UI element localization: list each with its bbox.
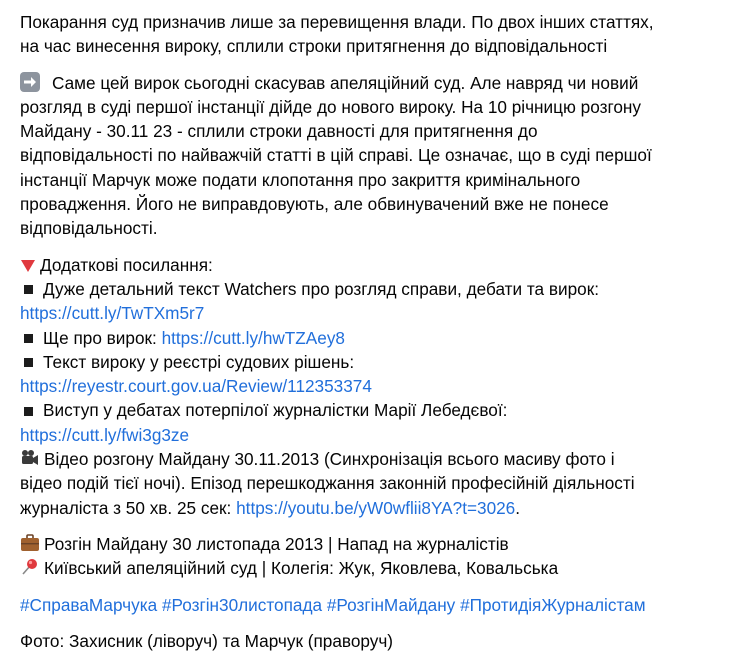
court-line — [20, 556, 723, 580]
round-pushpin-icon — [20, 558, 40, 576]
appeal-line: розгляд в суді першої інстанції дійде до нового вироку. На 10 річницю розгону — [20, 96, 641, 117]
video-text-3: журналіста з 50 хв. 25 сек: — [20, 497, 237, 518]
hashtag-link[interactable]: #ПротидіяЖурналістам — [460, 594, 646, 615]
link-item-3-url-line — [20, 374, 723, 398]
movie-camera-icon — [20, 449, 40, 467]
link-watchers[interactable]: https://cutt.ly/TwTXm5r7 — [20, 303, 205, 324]
black-small-square-icon — [24, 334, 33, 343]
link-item-1-url-line — [20, 301, 723, 325]
appeal-line: інстанції Марчук може подати клопотання про закриття кримінального — [20, 169, 581, 190]
link-item-2-text: Ще про вирок: — [43, 327, 162, 348]
link-item-3-text: Текст вироку у реєстрі судових рішень: — [43, 351, 355, 372]
case-line — [20, 532, 723, 556]
link-verdict[interactable]: https://cutt.ly/hwTZAey8 — [161, 327, 345, 348]
case-section — [20, 532, 723, 581]
intro-paragraph — [20, 10, 723, 59]
appeal-line: відповідальності. — [20, 218, 158, 239]
intro-line: Покарання суд призначив лише за перевищення влади. По двох інших статтях, — [20, 12, 654, 32]
appeal-line: відповідальності по найважчій статті в цій справі. Це означає, що в суді першої — [20, 145, 652, 166]
court-text: Київський апеляційний суд | Колегія: Жук, Яковлева, Ковальська — [44, 558, 559, 579]
photo-caption-paragraph — [20, 629, 723, 653]
link-item-1 — [20, 277, 723, 301]
hashtags-line — [20, 593, 723, 617]
appeal-line: Саме цей вирок сьогодні скасував апеляційний суд. Але навряд чи новий — [52, 72, 639, 93]
hashtag-link[interactable]: #Розгін30листопада — [161, 594, 323, 615]
video-line-3 — [20, 496, 723, 520]
link-item-3 — [20, 350, 723, 374]
red-triangle-down-icon — [20, 255, 36, 271]
black-small-square-icon — [24, 407, 33, 416]
video-line-end: . — [515, 497, 521, 518]
links-header: Додаткові посилання: — [40, 254, 213, 275]
black-small-square-icon — [24, 285, 33, 294]
right-arrow-icon — [20, 72, 40, 92]
links-section — [20, 253, 723, 520]
link-debate-speech[interactable]: https://cutt.ly/fwi3g3ze — [20, 424, 190, 445]
intro-line: на час винесення вироку, сплили строки притягнення до відповідальності — [20, 36, 608, 57]
link-youtube-video[interactable]: https://youtu.be/yW0wflii8YA?t=3026 — [236, 497, 516, 518]
link-item-4-url-line — [20, 423, 723, 447]
link-item-2 — [20, 326, 723, 350]
link-item-1-text: Дуже детальний текст Watchers про розгляд справи, дебати та вирок: — [43, 278, 600, 299]
link-item-4 — [20, 398, 723, 422]
appeal-paragraph — [20, 71, 723, 241]
appeal-line-first — [20, 71, 723, 95]
appeal-line: Майдану - 30.11 23 - сплили строки давності для притягнення до — [20, 121, 538, 142]
links-header-line — [20, 253, 723, 277]
video-line-2: відео подій тієї ночі). Епізод перешкоджання законній професійній діяльності — [20, 473, 635, 494]
photo-caption: Фото: Захисник (ліворуч) та Марчук (праворуч) — [20, 630, 394, 651]
appeal-line: провадження. Його не виправдовують, але обвинувачений вже не понесе — [20, 194, 609, 215]
link-court-registry[interactable]: https://reyestr.court.gov.ua/Review/112353374 — [20, 376, 372, 397]
black-small-square-icon — [24, 358, 33, 367]
briefcase-icon — [20, 534, 40, 552]
hashtags-row — [20, 593, 723, 617]
video-text-1: Відео розгону Майдану 30.11.2013 (Синхронізація всього масиву фото і — [44, 449, 615, 470]
hashtag-link[interactable]: #СправаМарчука — [20, 594, 158, 615]
link-item-4-text: Виступ у дебатах потерпілої журналістки Марії Лебедєвої: — [43, 400, 508, 421]
hashtag-link[interactable]: #РозгінМайдану — [326, 594, 456, 615]
video-line-1 — [20, 447, 723, 471]
case-text: Розгін Майдану 30 листопада 2013 | Напад на журналістів — [44, 533, 509, 554]
